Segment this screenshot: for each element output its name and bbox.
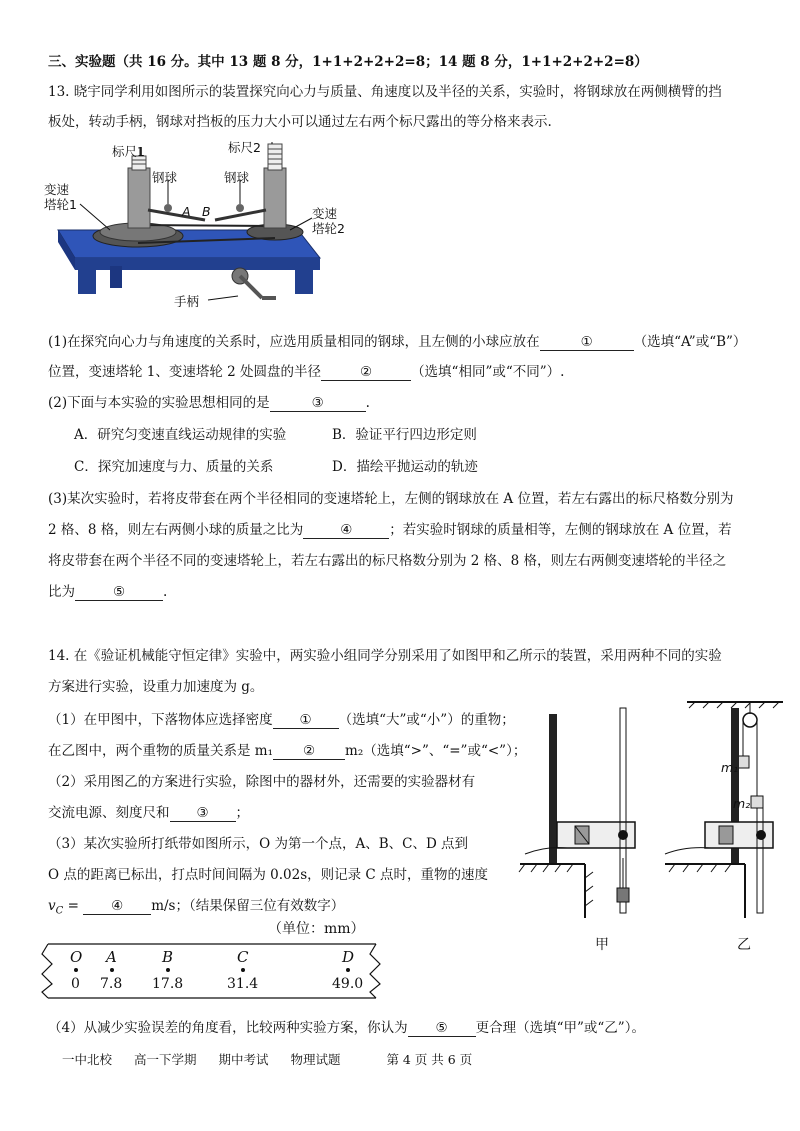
q13-option-c: C．探究加速度与力、质量的关系 [74, 459, 274, 475]
centripetal-apparatus-figure [40, 138, 370, 320]
q13-part3-line-3: 将皮带套在两个半径不同的变速塔轮上，若左右露出的标尺格数分别为 2 格、8 格，则左右两侧变速塔轮的半径之 [48, 553, 727, 569]
pulley1-label-a: 变速 [44, 182, 70, 197]
position-b-label: B [202, 204, 211, 219]
q14-blank-4[interactable]: ④ [83, 899, 151, 915]
tape-point-o-name: O [70, 948, 83, 966]
handle-label: 手柄 [174, 294, 200, 309]
tape-point-d-value: 49.0 [332, 976, 364, 992]
q14-blank-3[interactable]: ③ [170, 806, 236, 822]
q14-intro-line-1: 14. 在《验证机械能守恒定律》实验中，两实验小组同学分别采用了如图甲和乙所示的装置，采用两种不同的实验 [48, 648, 722, 664]
m2-label: m₂ [733, 796, 751, 811]
q14-part3-line-2: O 点的距离已标出，打点时间间隔为 0.02s，则记录 C 点时，重物的速度 [48, 867, 489, 883]
footer-page-number: 第 4 页 共 6 页 [386, 1052, 473, 1067]
figure-jia-label: 甲 [595, 937, 609, 953]
tape-point-c-value: 31.4 [227, 976, 259, 992]
q14-intro-line-2: 方案进行实验，设重力加速度为 g。 [48, 679, 264, 695]
ball-left-label: 钢球 [152, 170, 178, 185]
tape-dot-d [346, 968, 350, 972]
section-header: 三、实验题（共 16 分。其中 13 题 8 分，1+1+2+2+2=8；14 题 8 分，1+1+2+2+2=8） [48, 54, 648, 70]
q14-part3-line-3: $v_C$ = ④ m/s；（结果保留三位有效数字） [48, 898, 345, 917]
tape-dot-b [166, 968, 170, 972]
footer-exam: 期中考试 [218, 1052, 269, 1067]
paper-tape-figure [38, 918, 388, 1006]
q13-blank-2[interactable]: ② [321, 365, 411, 381]
tape-unit-label: （单位：mm） [268, 921, 365, 937]
position-a-label: A [182, 204, 191, 219]
tape-dot-c [241, 968, 245, 972]
ruler1-label: 标尺1 [112, 144, 145, 159]
q13-intro-line-1: 13. 晓宇同学利用如图所示的装置探究向心力与质量、角速度以及半径的关系，实验时，将钢球放在两侧横臂的挡 [48, 84, 722, 100]
tape-point-a-name: A [106, 948, 117, 966]
tape-point-c-name: C [237, 948, 249, 966]
q13-option-b: B．验证平行四边形定则 [332, 427, 477, 443]
q13-blank-4[interactable]: ④ [303, 523, 389, 539]
footer-subject: 物理试题 [290, 1052, 341, 1067]
q13-option-a: A．研究匀变速直线运动规律的实验 [74, 427, 287, 443]
q14-blank-5[interactable]: ⑤ [408, 1021, 476, 1037]
q13-blank-1[interactable]: ① [540, 335, 634, 351]
ball-right-label: 钢球 [224, 170, 250, 185]
pulley1-label-b: 塔轮1 [44, 197, 77, 212]
q13-part2: (2)下面与本实验的实验思想相同的是 ③ . [48, 395, 370, 411]
q13-part3-line-1: (3)某次实验时，若将皮带套在两个半径相同的变速塔轮上，左侧的钢球放在 A 位置，若左右露出的标尺格数分别为 [48, 491, 734, 507]
tape-point-a-value: 7.8 [100, 976, 123, 992]
q14-part1-line-2: 在乙图中，两个重物的质量关系是 m₁ ② m₂（选填“>”、“=”或“<”）； [48, 743, 527, 759]
q13-intro-line-2: 板处，转动手柄，钢球对挡板的压力大小可以通过左右两个标尺露出的等分格来表示. [48, 114, 552, 130]
tape-dot-o [74, 968, 78, 972]
tape-point-o-value: 0 [71, 976, 80, 992]
q13-blank-5[interactable]: ⑤ [75, 585, 163, 601]
q14-part1-line-1: （1）在甲图中，下落物体应选择密度 ① （选填“大”或“小”）的重物； [48, 712, 515, 728]
footer-school: 一中北校 [62, 1052, 113, 1067]
q14-part4: （4）从减少实验误差的角度看，比较两种实验方案，你认为 ⑤ 更合理（选填“甲”或“乙”）。 [48, 1020, 645, 1036]
q13-part1-line-2: 位置，变速塔轮 1、变速塔轮 2 处圆盘的半径 ② （选填“相同”或“不同”）. [48, 364, 565, 380]
tape-point-b-name: B [162, 948, 174, 966]
q14-blank-2[interactable]: ② [273, 744, 345, 760]
page-footer [62, 1050, 472, 1068]
q13-part3-line-2: 2 格、8 格，则左右两侧小球的质量之比为 ④ ；若实验时钢球的质量相等，左侧的钢球放在 A 位置，若 [48, 522, 732, 538]
tape-point-d-name: D [342, 948, 355, 966]
m1-label: m₁ [721, 760, 739, 775]
q14-part2-line-2: 交流电源、刻度尺和 ③ ； [48, 805, 249, 821]
q14-part2-line-1: （2）采用图乙的方案进行实验，除图中的器材外，还需要的实验器材有 [48, 774, 476, 790]
q13-blank-3[interactable]: ③ [270, 396, 366, 412]
tape-point-b-value: 17.8 [152, 976, 184, 992]
figure-yi-label: 乙 [737, 937, 751, 953]
tape-dot-a [110, 968, 114, 972]
q13-part3-line-4: 比为 ⑤ . [48, 584, 168, 600]
energy-conservation-figures [515, 698, 790, 958]
footer-grade: 高一下学期 [133, 1052, 197, 1067]
q14-blank-1[interactable]: ① [273, 713, 339, 729]
q13-part1-line-1: (1)在探究向心力与角速度的关系时，应选用质量相同的钢球，且左侧的小球应放在 ① （选填“A”或“B”） [48, 334, 747, 350]
q14-part3-line-1: （3）某次实验所打纸带如图所示，O 为第一个点，A、B、C、D 点到 [48, 836, 469, 852]
pulley2-label-b: 塔轮2 [312, 221, 345, 236]
ruler2-label: 标尺2 [228, 140, 261, 155]
pulley2-label-a: 变速 [312, 206, 338, 221]
q13-option-d: D．描绘平抛运动的轨迹 [332, 459, 478, 475]
